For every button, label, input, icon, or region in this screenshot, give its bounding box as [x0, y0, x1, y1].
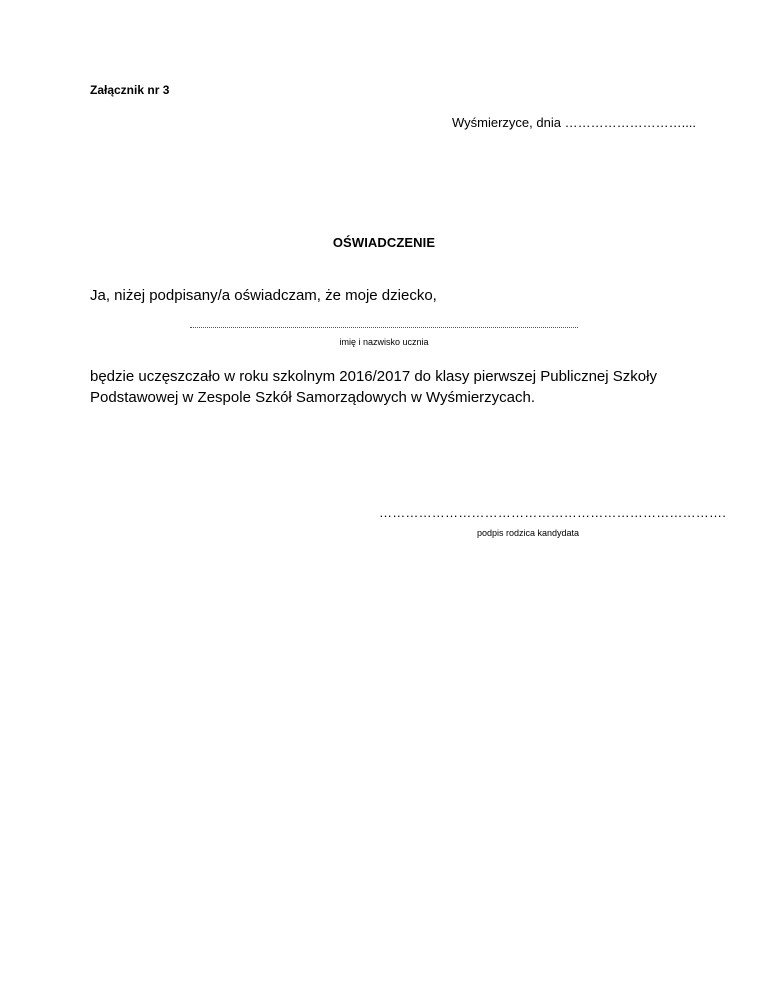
student-name-caption: imię i nazwisko ucznia: [339, 337, 429, 347]
annex-label: Załącznik nr 3: [90, 83, 170, 97]
document-title: OŚWIADCZENIE: [332, 235, 436, 250]
declaration-body-line-1: będzie uczęszczało w roku szkolnym 2016/2017 do klasy pierwszej Publicznej Szkoły: [90, 368, 657, 385]
signature-caption: podpis rodzica kandydata: [476, 528, 580, 538]
declaration-body-line-2: Podstawowej w Zespole Szkół Samorządowych w Wyśmierzycach.: [90, 389, 536, 406]
declaration-intro: Ja, niżej podpisany/a oświadczam, że moje dziecko,: [90, 287, 437, 304]
declaration-body: [90, 366, 690, 408]
student-name-blank-line: [190, 326, 578, 328]
signature-blank-line: …………………………………………………………………….: [379, 505, 727, 520]
place-date-line: Wyśmierzyce, dnia ………………………....: [452, 115, 697, 130]
